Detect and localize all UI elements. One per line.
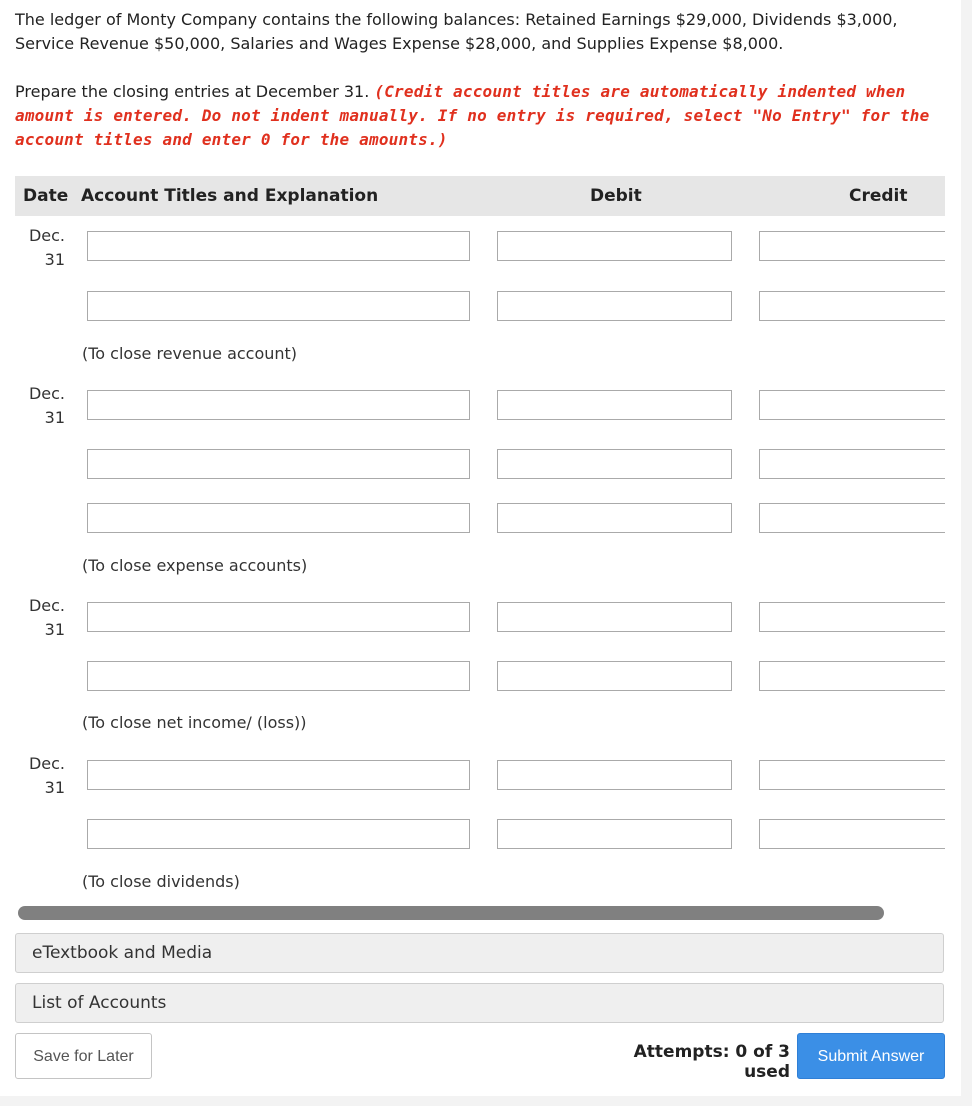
entry-2-explanation: (To close expense accounts)	[82, 556, 308, 575]
entry-4-row-1-debit-input[interactable]	[497, 760, 732, 790]
entry-3-row-1-credit-input[interactable]	[759, 602, 945, 632]
entry-2-row-2-account-input[interactable]	[87, 449, 470, 479]
entry-2-row-2-credit-input[interactable]	[759, 449, 945, 479]
entry-1-date	[14, 224, 65, 272]
entry-4-row-1-credit-input[interactable]	[759, 760, 945, 790]
header-account-titles: Account Titles and Explanation	[81, 186, 379, 206]
entry-3-date	[14, 594, 65, 642]
date-day: 31	[44, 620, 65, 639]
list-of-accounts-panel[interactable]: List of Accounts	[15, 983, 944, 1023]
entry-3-row-2-credit-input[interactable]	[759, 661, 945, 691]
entry-4-row-2-debit-input[interactable]	[497, 819, 732, 849]
entry-2-row-1-debit-input[interactable]	[497, 390, 732, 420]
entry-2-row-1-credit-input[interactable]	[759, 390, 945, 420]
entry-4-row-1-account-input[interactable]	[87, 760, 470, 790]
date-month: Dec.	[28, 754, 65, 773]
date-day: 31	[44, 778, 65, 797]
entry-2-date	[14, 382, 65, 430]
instructions	[15, 80, 945, 152]
etextbook-media-panel[interactable]: eTextbook and Media	[15, 933, 944, 973]
instructions-text: Prepare the closing entries at December 31.	[15, 82, 375, 101]
submit-answer-button[interactable]: Submit Answer	[797, 1033, 945, 1079]
entry-2-row-3-debit-input[interactable]	[497, 503, 732, 533]
entry-1-row-2-credit-input[interactable]	[759, 291, 945, 321]
entry-2-row-1-account-input[interactable]	[87, 390, 470, 420]
header-date: Date	[23, 186, 69, 206]
entry-1-explanation: (To close revenue account)	[82, 344, 298, 363]
entry-2-row-3-credit-input[interactable]	[759, 503, 945, 533]
entry-3-row-1-debit-input[interactable]	[497, 602, 732, 632]
date-month: Dec.	[28, 596, 65, 615]
entry-4-explanation: (To close dividends)	[82, 872, 240, 891]
entry-3-row-2-account-input[interactable]	[87, 661, 470, 691]
save-for-later-button[interactable]: Save for Later	[15, 1033, 152, 1079]
entry-3-explanation: (To close net income/ (loss))	[82, 713, 307, 732]
entry-2-row-2-debit-input[interactable]	[497, 449, 732, 479]
entry-1-row-2-account-input[interactable]	[87, 291, 470, 321]
header-debit: Debit	[590, 186, 642, 206]
entry-3-row-2-debit-input[interactable]	[497, 661, 732, 691]
date-day: 31	[44, 250, 65, 269]
entry-4-row-2-account-input[interactable]	[87, 819, 470, 849]
attempts-counter: Attempts: 0 of 3 used	[633, 1042, 790, 1082]
entry-1-row-1-account-input[interactable]	[87, 231, 470, 261]
entry-4-date	[14, 752, 65, 800]
entry-1-row-1-credit-input[interactable]	[759, 231, 945, 261]
date-day: 31	[44, 408, 65, 427]
horizontal-scrollbar[interactable]	[18, 906, 884, 920]
entry-4-row-2-credit-input[interactable]	[759, 819, 945, 849]
journal-table-header	[15, 176, 945, 216]
instructions-note: (Credit account titles are automatically indented when amount is entered. Do not indent manually. If no entry is required, select "No Entry" for the account titles and enter 0 for the amounts.)	[15, 82, 930, 149]
entry-3-row-1-account-input[interactable]	[87, 602, 470, 632]
entry-1-row-2-debit-input[interactable]	[497, 291, 732, 321]
entry-1-row-1-debit-input[interactable]	[497, 231, 732, 261]
date-month: Dec.	[28, 226, 65, 245]
entry-2-row-3-account-input[interactable]	[87, 503, 470, 533]
header-credit: Credit	[849, 186, 908, 206]
problem-statement: The ledger of Monty Company contains the following balances: Retained Earnings $29,000, Dividends $3,000, Service Revenue $50,000, Salaries and Wages Expense $28,000, and Supplies Expense $8,000.	[15, 10, 898, 53]
date-month: Dec.	[28, 384, 65, 403]
